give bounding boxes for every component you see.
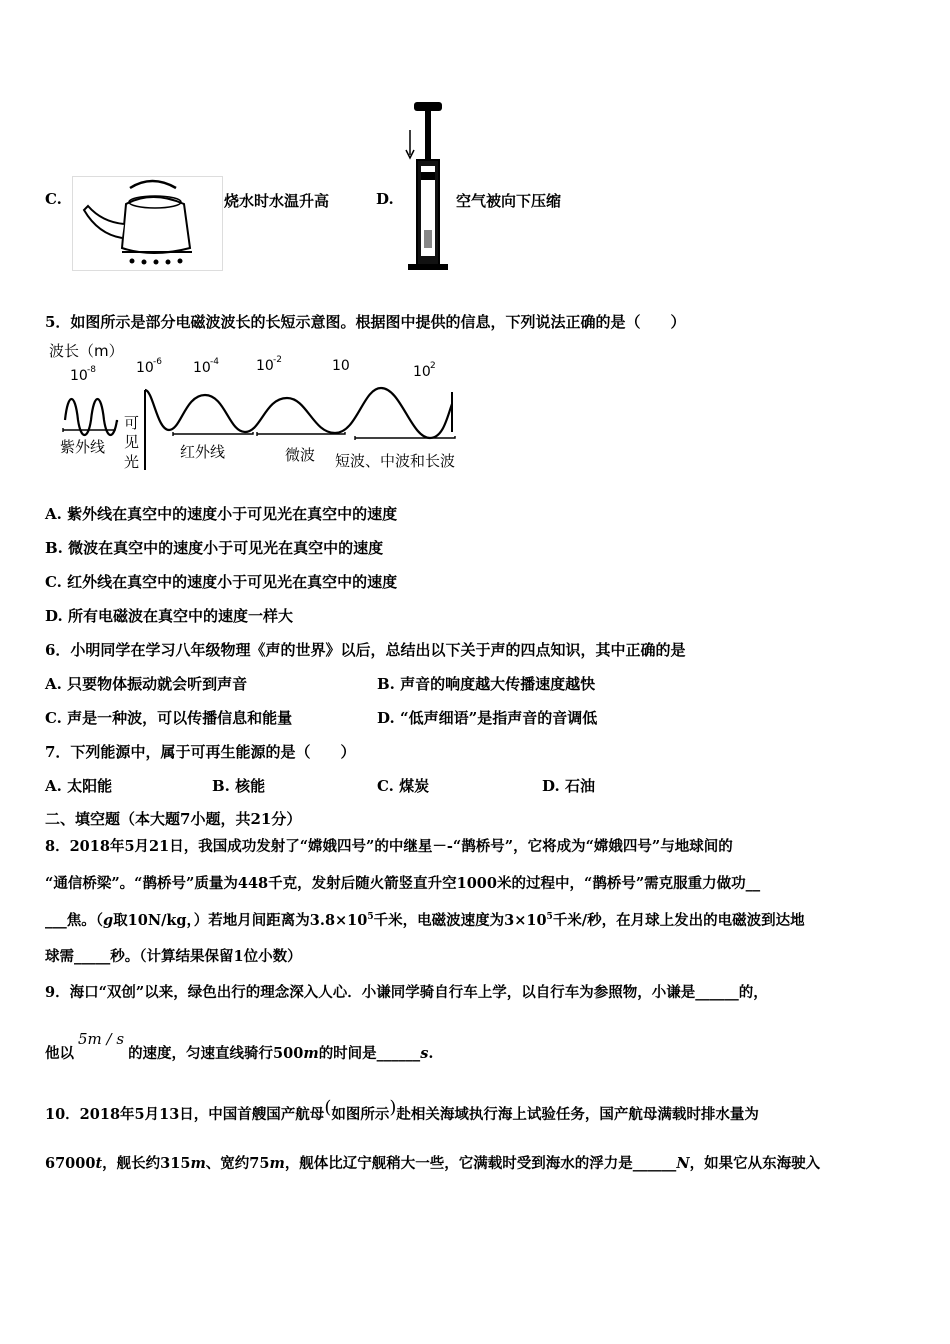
svg-text:-4: -4	[210, 357, 219, 367]
q7-option-b[interactable]: B. 核能	[212, 777, 266, 795]
tick-label-1e1	[332, 358, 350, 374]
q5-stem: 5．如图所示是部分电磁波波长的长短示意图。根据图中提供的信息，下列说法正确的是（ ）	[45, 313, 686, 331]
svg-text:-2: -2	[273, 355, 282, 365]
q5-option-b[interactable]: B. 微波在真空中的速度小于可见光在真空中的速度	[45, 539, 384, 557]
q5-option-a[interactable]: A. 紫外线在真空中的速度小于可见光在真空中的速度	[45, 505, 398, 523]
section-heading: 二、填空题（本大题7小题，共21分）	[45, 810, 302, 828]
q6-option-c[interactable]: C. 声是一种波，可以传播信息和能量	[45, 709, 293, 727]
tick-label-1e2	[413, 361, 436, 380]
q7-option-c[interactable]: C. 煤炭	[377, 777, 430, 795]
em-spectrum-diagram	[45, 340, 475, 480]
q10-line1: 10．2018年5月13日，中国首艘国产航母(如图所示)赴相关海域执行海上试验任务，国产航母满载时排水量为	[45, 1097, 759, 1123]
svg-text:-6: -6	[153, 357, 162, 367]
q5-option-d[interactable]: D. 所有电磁波在真空中的速度一样大	[45, 607, 293, 625]
axis-label: 波长（m）	[49, 342, 124, 360]
svg-text:10: 10	[193, 360, 211, 376]
q8-line1: 8．2018年5月21日，我国成功发射了“嫦娥四号”的中继星－-“鹊桥号”，它将成为“嫦娥四号”与地球间的	[45, 838, 733, 855]
q4-option-c-text: 烧水时水温升高	[224, 192, 330, 210]
air-pump-illustration	[400, 100, 456, 272]
q8-line4: 球需_____秒。（计算结果保留1位小数）	[45, 948, 302, 965]
band-microwave: 微波	[285, 446, 316, 464]
svg-text:10: 10	[413, 364, 431, 380]
q6-stem: 6．小明同学在学习八年级物理《声的世界》以后，总结出以下关于声的四点知识，其中正确的是	[45, 641, 686, 659]
q10-line2: 67000t，舰长约315m、宽约75m，舰体比辽宁舰稍大一些，它满载时受到海水的浮力是______N，如果它从东海驶入	[45, 1155, 821, 1172]
q7-option-a[interactable]: A. 太阳能	[45, 777, 113, 795]
band-visible-2: 见	[124, 433, 140, 451]
q8-line3: ___焦。（g取10N/kg，）若地月间距离为$3.8\times 10^5$千米，电磁波速度为$3\times 10^5$千米/秒，在月球上发出的电磁波到达地	[45, 912, 805, 929]
q6-option-a[interactable]: A. 只要物体振动就会听到声音	[45, 675, 248, 693]
q4-option-d-label: D.	[376, 190, 394, 208]
svg-text:10: 10	[256, 358, 274, 374]
q5-option-c[interactable]: C. 红外线在真空中的速度小于可见光在真空中的速度	[45, 573, 398, 591]
q4-option-d-text: 空气被向下压缩	[456, 192, 562, 210]
svg-text:10: 10	[332, 358, 350, 374]
q6-option-d[interactable]: D. “低声细语”是指声音的音调低	[377, 709, 598, 727]
svg-text:10: 10	[136, 360, 154, 376]
q7-option-d[interactable]: D. 石油	[542, 777, 595, 795]
q7-stem: 7．下列能源中，属于可再生能源的是（ ）	[45, 743, 356, 761]
band-visible-1: 可	[124, 414, 140, 432]
q8-line2: “通信桥梁”。“鹊桥号”质量为448千克，发射后随火箭竖直升空1000米的过程中，“鹊桥号”需克服重力做功__	[45, 875, 761, 892]
q9-line1: 9．海口“双创”以来，绿色出行的理念深入人心．小谦同学骑自行车上学，以自行车为参照物，小谦是______的，	[45, 984, 768, 1001]
kettle-illustration	[72, 176, 224, 272]
band-visible-3: 光	[124, 453, 140, 471]
band-radio: 短波、中波和长波	[335, 452, 456, 470]
speed-formula: 5m / s	[78, 1030, 125, 1048]
svg-text:10: 10	[70, 368, 88, 384]
q6-option-b[interactable]: B. 声音的响度越大传播速度越快	[377, 675, 596, 693]
band-ir: 红外线	[180, 443, 226, 461]
tick-label-1e-8	[70, 365, 96, 384]
band-uv: 紫外线	[60, 438, 106, 456]
q9-line2: 他以5m / s的速度，匀速直线骑行500m的时间是______s.	[45, 1030, 434, 1062]
svg-text:2: 2	[430, 361, 436, 371]
tick-label-1e-6	[136, 357, 162, 376]
radio-bracket	[355, 436, 455, 440]
tick-label-1e-4	[193, 357, 219, 376]
tick-label-1e-2	[256, 355, 282, 374]
q4-option-c-label: C.	[45, 190, 62, 208]
svg-text:-8: -8	[87, 365, 96, 375]
ir-bracket	[173, 432, 253, 436]
